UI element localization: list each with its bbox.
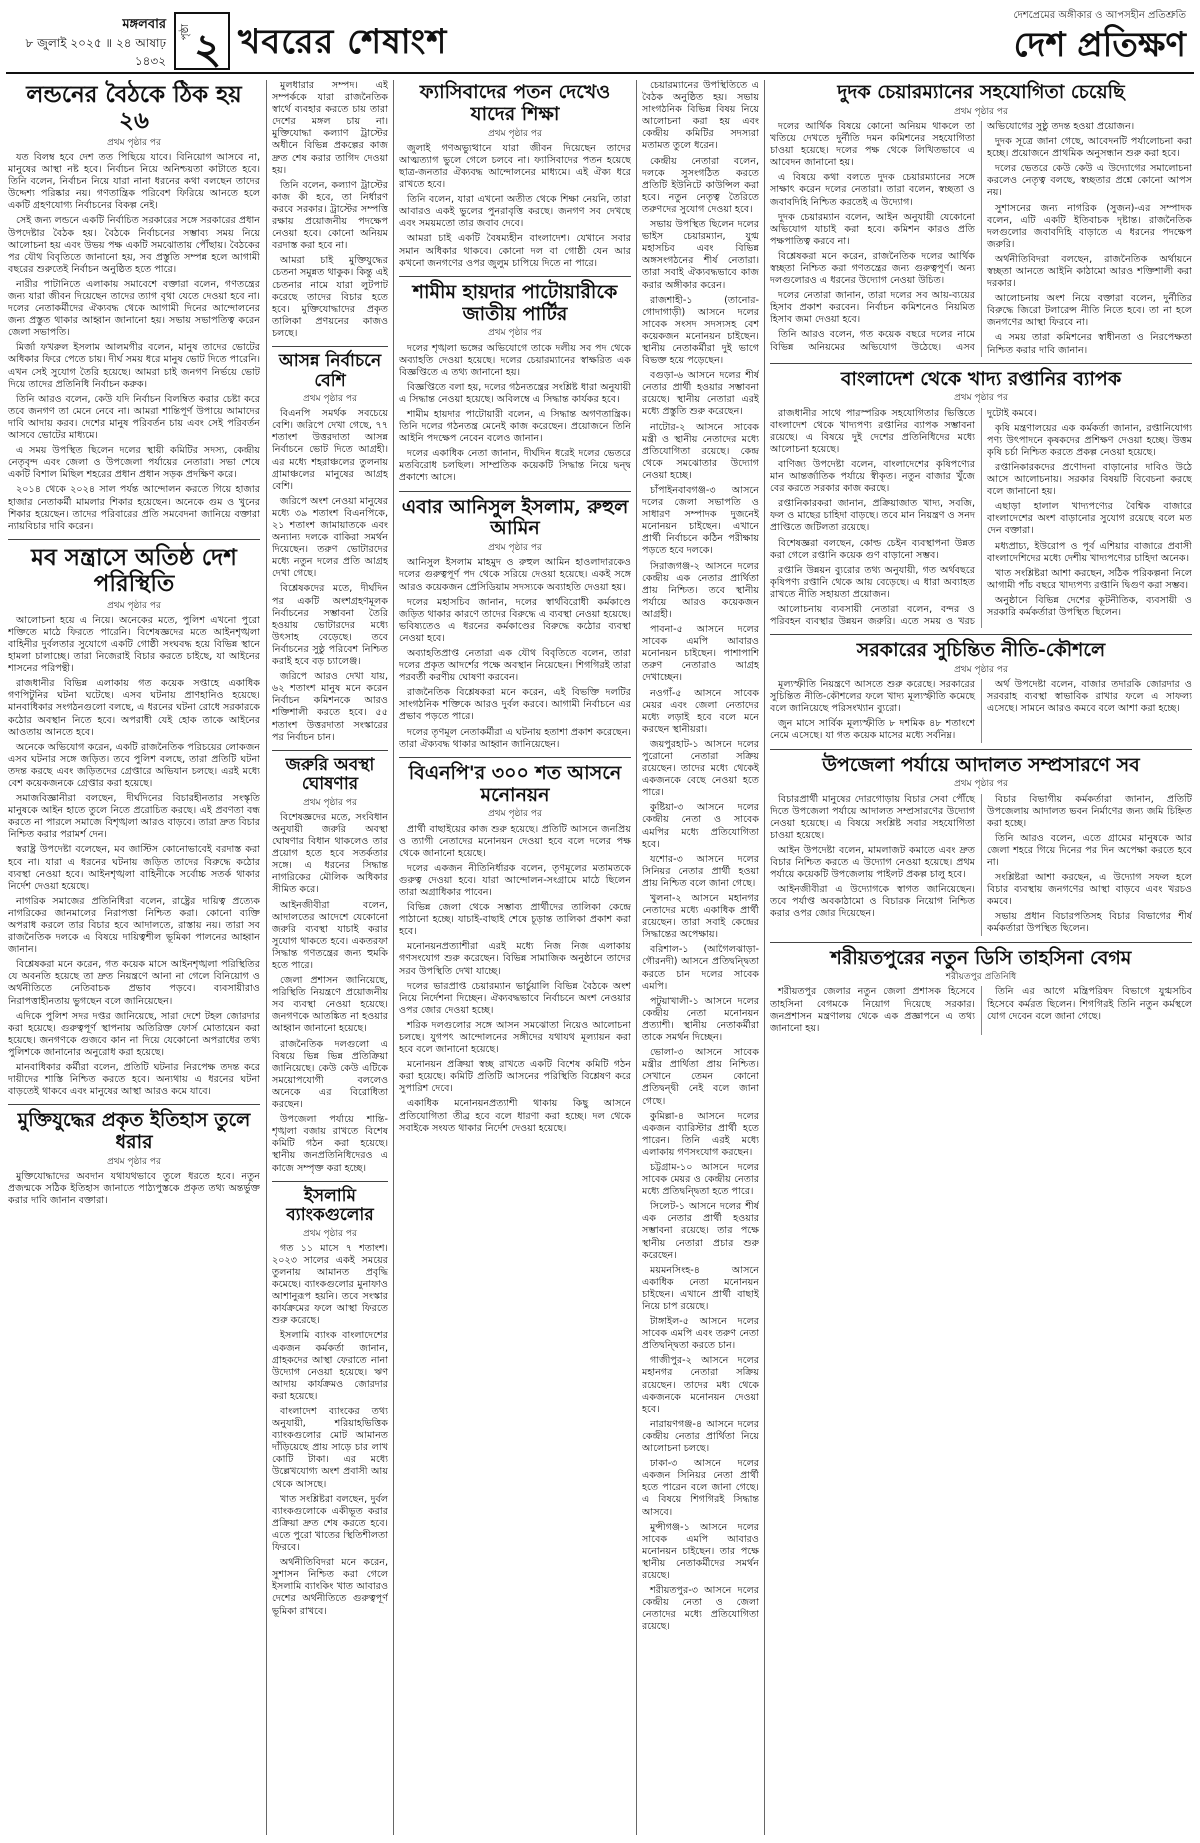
divider — [272, 750, 388, 751]
paragraph: বাংলাদেশ ব্যাংকের তথ্য অনুযায়ী, শরিয়াহভিত্তিক ব্যাংকগুলোর মোট আমানত দাঁড়িয়েছে প্রায় সাড়ে চার লাখ কোটি টাকা। এর মধ্যে উল্লেখযোগ্য অংশ প্রবাসী আয় থেকে আসছে। — [272, 1406, 388, 1490]
byline: প্রথম পৃষ্ঠার পর — [303, 1228, 357, 1239]
paragraph: দলের একজন নীতিনির্ধারক বলেন, তৃণমূলের মতামতকে গুরুত্ব দেওয়া হবে। যারা আন্দোলন-সংগ্রামে মাঠে ছিলেন তারা অগ্রাধিকার পাবেন। — [399, 862, 631, 898]
paragraph: মনোনয়ন প্রক্রিয়া স্বচ্ছ রাখতে একটি বিশেষ কমিটি গঠন করা হয়েছে। কমিটি প্রতিটি আসনের পরিস্থিতি বিশ্লেষণ করে সুপারিশ দেবে। — [399, 1059, 631, 1095]
column-1 — [8, 80, 260, 1835]
paragraph: নাগরিক সমাজের প্রতিনিধিরা বলেন, রাষ্ট্রের দায়িত্ব প্রত্যেক নাগরিকের জানমালের নিরাপত্তা নিশ্চিত করা। কোনো ব্যক্তি অপরাধ করলে তার বিচার হবে আদালতে, রাস্তায় নয়। তারা সব রাজনৈতিক দলকে এ বিষয়ে দায়িত্বশীল ভূমিকা পালনের আহ্বান জানান। — [8, 895, 260, 956]
paragraph: রাজনৈতিক দলগুলো এ বিষয়ে ভিন্ন ভিন্ন প্রতিক্রিয়া জানিয়েছে। কেউ কেউ এটিকে সময়োপযোগী বললেও অনেকে এর বিরোধিতা করছেন। — [272, 1038, 388, 1111]
paragraph: রাজনৈতিক বিশ্লেষকরা মনে করেন, এই বিভক্তি দলটির সাংগঠনিক শক্তিকে আরও দুর্বল করবে। আগামী নির্বাচনে এর প্রভাব পড়তে পারে। — [399, 687, 631, 723]
article-body — [770, 121, 1192, 357]
paragraph: আমরা চাই একটি বৈষম্যহীন বাংলাদেশ। যেখানে সবার সমান অধিকার থাকবে। কোনো দল বা গোষ্ঠী যেন আর কখনো জনগণের ওপর জুলুম চাপিয়ে দিতে না পারে। — [399, 233, 631, 269]
paragraph: আইনজীবীরা বলেন, আদালতের আদেশে যেকোনো জরুরি ব্যবস্থা যাচাই করার সুযোগ থাকতে হবে। একতরফা সিদ্ধান্ত গণতন্ত্রের জন্য হুমকি হতে পারে। — [272, 899, 388, 971]
article-col4-continuation — [642, 80, 759, 1633]
byline: প্রথম পৃষ্ঠার পর — [488, 809, 542, 820]
byline: প্রথম পৃষ্ঠার পর — [303, 394, 357, 405]
paragraph: আলোচনা হয়ে এ নিয়ে। অনেকের মতে, পুলিশ এখনো পুরো শক্তিতে মাঠে ফিরতে পারেনি। বিশেষজ্ঞদের মতে আইনশৃঙ্খলা বাহিনীর দুর্বলতার সুযোগে একটি গোষ্ঠী সংঘবদ্ধ হয়ে বিভিন্ন স্থানে হামলা চালাচ্ছে। তারা নিজেরাই বিচার করতে চাইছে, যা আইনের শাসনের পরিপন্থী। — [8, 614, 260, 675]
divider — [272, 346, 388, 347]
paragraph: রাজশাহী-১ (তানোর-গোদাগাড়ী) আসনে দলের সাবেক সংসদ সদস্যসহ বেশ কয়েকজন মনোনয়ন চাইছেন। স্থানীয় নেতাকর্মীরা দুই ভাগে বিভক্ত হয়ে পড়েছেন। — [642, 294, 759, 367]
article-islami-bank — [272, 1187, 388, 1618]
headline: এবার আনিসুল ইসলাম, রুহুল আমিন — [401, 495, 629, 540]
paragraph: দলের ভেতরে কেউ কেউ এ উদ্যোগের সমালোচনা করলেও নেতৃত্ব বলছে, স্বচ্ছতার প্রশ্নে কোনো আপস নয়। — [987, 163, 1192, 199]
paragraph: চট্টগ্রাম-১০ আসনে দলের সাবেক মেয়র ও কেন্দ্রীয় নেতার মধ্যে প্রতিদ্বন্দ্বিতা হতে পারে। — [642, 1161, 759, 1198]
paragraph: নারায়ণগঞ্জ-৪ আসনে দলের কেন্দ্রীয় নেতার প্রার্থিতা নিয়ে আলোচনা চলছে। — [642, 1418, 759, 1455]
paragraph: এ বিষয়ে কথা বলতে দুদক চেয়ারম্যানের সঙ্গে সাক্ষাৎ করেন দলের নেতারা। তারা বলেন, স্বচ্ছতা ও জবাবদিহি নিশ্চিত করতেই এ উদ্যোগ। — [770, 172, 975, 208]
paragraph: রাজধানীর বিভিন্ন এলাকায় গত কয়েক সপ্তাহে একাধিক গণপিটুনির ঘটনা ঘটেছে। এসব ঘটনায় প্রাণহানিও হয়েছে। মানবাধিকার সংগঠনগুলো বলছে, এ ধরনের ঘটনা রোধে সরকারকে কঠোর অবস্থান নিতে হবে। অপরাধী যেই হোক তাকে আইনের আওতায় আনতে হবে। — [8, 678, 260, 738]
paragraph: তিনি আরও বলেন, এতে গ্রামের মানুষকে আর জেলা শহরে গিয়ে দিনের পর দিন অপেক্ষা করতে হবে না। — [987, 832, 1192, 868]
paragraph: মনোনয়নপ্রত্যাশীরা এরই মধ্যে নিজ নিজ এলাকায় গণসংযোগ শুরু করেছেন। বিভিন্ন সামাজিক অনুষ্ঠানে তাদের সরব উপস্থিতি দেখা যাচ্ছে। — [399, 941, 631, 977]
headline: দুদক চেয়ারম্যানের সহযোগিতা চেয়েছি — [837, 81, 1125, 103]
article-mujib — [272, 80, 388, 340]
paragraph: দলের তৃণমূল নেতাকর্মীরা এ ঘটনায় হতাশা প্রকাশ করেছেন। তারা ঐক্যবদ্ধ থাকার আহ্বান জানিয়েছেন। — [399, 726, 631, 750]
paragraph: কুমিল্লা-৪ আসনে দলের একজন ব্যারিস্টার প্রার্থী হতে পারেন। তিনি এরই মধ্যে এলাকায় গণসংযোগ করছেন। — [642, 1110, 759, 1158]
divider — [8, 1104, 260, 1105]
paragraph: বরিশাল-১ (আগৈলঝাড়া-গৌরনদী) আসনে প্রতিদ্বন্দ্বিতা করতে চান দলের সাবেক এমপি। — [642, 944, 759, 992]
paragraph: তিনি বলেন, যারা এখনো অতীত থেকে শিক্ষা নেয়নি, তারা আবারও একই ভুলের পুনরাবৃত্তি করছে। জনগণ সব দেখছে এবং সময়মতো তার জবাব দেবে। — [399, 194, 631, 230]
paragraph: রপ্তানিকারকদের প্রণোদনা বাড়ানোর দাবিও উঠে আসে আলোচনায়। সরকার বিষয়টি বিবেচনা করছে বলে জানানো হয়। — [987, 461, 1192, 498]
paragraph: দলের মহাসচিব জানান, দলের স্বার্থবিরোধী কর্মকাণ্ডে জড়িত থাকার কারণে তাদের বিরুদ্ধে এ ব্যবস্থা নেওয়া হয়েছে। ভবিষ্যতেও এ ধরনের কর্মকাণ্ডের বিরুদ্ধে কঠোর ব্যবস্থা নেওয়া হবে। — [399, 596, 631, 644]
column-rule — [393, 80, 394, 1835]
byline: প্রথম পৃষ্ঠার পর — [107, 1157, 161, 1167]
paragraph: পটুয়াখালী-১ আসনে দলের কেন্দ্রীয় নেতা মনোনয়ন প্রত্যাশী। স্থানীয় নেতাকর্মীরা তাকে সমর্থন দিচ্ছেন। — [642, 995, 759, 1044]
paragraph: দুদক সূত্রে জানা গেছে, আবেদনটি পর্যালোচনা করা হচ্ছে। প্রয়োজনে প্রাথমিক অনুসন্ধান শুরু করা হবে। — [987, 136, 1192, 160]
article-anisul — [399, 497, 631, 751]
paragraph: ভোলা-৩ আসনে সাবেক মন্ত্রীর প্রার্থিতা প্রায় নিশ্চিত। সেখানে তেমন কোনো প্রতিদ্বন্দ্বী নেই বলে জানা গেছে। — [642, 1047, 759, 1107]
paragraph: বিজ্ঞপ্তিতে বলা হয়, দলের গঠনতন্ত্রের সংশ্লিষ্ট ধারা অনুযায়ী এ সিদ্ধান্ত নেওয়া হয়েছে। অবিলম্বে এ সিদ্ধান্ত কার্যকর হবে। — [399, 381, 631, 405]
article-london — [8, 82, 260, 533]
article-liberation — [8, 1110, 260, 1207]
paragraph: শরীয়তপুর জেলার নতুন জেলা প্রশাসক হিসেবে তাহসিনা বেগমকে নিয়োগ দিয়েছে সরকার। জনপ্রশাসন মন্ত্রণালয় থেকে এক প্রজ্ঞাপনে এ তথ্য জানানো হয়। — [770, 986, 975, 1034]
paragraph: জেলা প্রশাসন জানিয়েছে, পরিস্থিতি নিয়ন্ত্রণে প্রয়োজনীয় সব ব্যবস্থা নেওয়া হয়েছে। জনগণকে আতঙ্কিত না হওয়ার আহ্বান জানানো হয়েছে। — [272, 975, 388, 1035]
article-body — [770, 679, 1192, 742]
newspaper-page — [6, 0, 1194, 1843]
paragraph: শরীয়তপুর-৩ আসনে দলের কেন্দ্রীয় নেতা ও জেলা নেতাদের মধ্যে প্রতিযোগিতা রয়েছে। — [642, 1585, 759, 1633]
paragraph: সংশ্লিষ্টরা আশা করছেন, এ উদ্যোগ সফল হলে বিচার ব্যবস্থায় জনগণের আস্থা বাড়বে এবং খরচও কমবে। — [987, 872, 1192, 908]
paragraph: আলোচনায় ব্যবসায়ী নেতারা বলেন, বন্দর ও পরিবহন ব্যবস্থার উন্নয়ন জরুরি। এতে সময় ও খরচ দুটোই কমবে। — [770, 407, 1037, 628]
article-mob — [8, 545, 260, 1099]
brand-block — [1013, 8, 1186, 65]
paragraph: বিশ্লেষকরা মনে করেন, রাজনৈতিক দলের আর্থিক স্বচ্ছতা নিশ্চিত করা গণতন্ত্রের জন্য গুরুত্বপূর্ণ। অন্য দলগুলোরও এ ধরনের উদ্যোগ নেওয়া উচিত। — [770, 250, 975, 287]
paragraph: মুক্তিযোদ্ধাদের অবদান যথাযথভাবে তুলে ধরতে হবে। নতুন প্রজন্মকে সঠিক ইতিহাস জানাতে পাঠ্যপুস্তকে প্রকৃত তথ্য অন্তর্ভুক্ত করার দাবি জানান বক্তারা। — [8, 1171, 260, 1207]
paragraph: মুলধারার সম্পদ। এই সম্পর্ককে যারা রাজনৈতিক স্বার্থে ব্যবহার করতে চায় তারা দেশের মঙ্গল চায় না। মুক্তিযোদ্ধা কল্যাণ ট্রাস্টের অধীনে বিভিন্ন প্রকল্পের কাজ দ্রুত শেষ করার তাগিদ দেওয়া হয়। — [272, 80, 388, 176]
brand-logo: দেশ প্রতিক্ষণ — [1013, 25, 1186, 65]
paragraph: তিনি বলেন, কল্যাণ ট্রাস্টের কাজ কী হবে, তা নির্ধারণ করবে সরকার। ট্রাস্টের সম্পত্তি রক্ষায় প্রয়োজনীয় পদক্ষেপ নেওয়া হবে। কোনো অনিয়ম বরদাস্ত করা হবে না। — [272, 179, 388, 252]
paragraph: মধ্যপ্রাচ্য, ইউরোপ ও পূর্ব এশিয়ার বাজারে প্রবাসী বাংলাদেশিদের মধ্যে দেশীয় খাদ্যপণ্যের চাহিদা অনেক। — [987, 540, 1192, 564]
divider — [399, 491, 631, 492]
paragraph: খুলনা-২ আসনে মহানগর নেতাদের মধ্যে একাধিক প্রার্থী রয়েছেন। তারা সবাই কেন্দ্রের সিদ্ধান্তের অপেক্ষায়। — [642, 893, 759, 941]
paragraph: খাত সংশ্লিষ্টরা বলছেন, দুর্বল ব্যাংকগুলোকে একীভূত করার প্রক্রিয়া দ্রুত শেষ করতে হবে। এতে পুরো খাতের স্থিতিশীলতা ফিরবে। — [272, 1493, 388, 1554]
paragraph: চেয়ারম্যানের উপস্থিতিতে এ বৈঠক অনুষ্ঠিত হয়। সভায় সাংগঠনিক বিভিন্ন বিষয় নিয়ে আলোচনা করা হয় এবং কেন্দ্রীয় কমিটির সদস্যরা মতামত তুলে ধরেন। — [642, 80, 759, 152]
paragraph: কুষ্টিয়া-৩ আসনে দলের কেন্দ্রীয় নেতা ও সাবেক এমপির মধ্যে প্রতিযোগিতা হবে। — [642, 802, 759, 850]
paragraph: ঢাকা-৩ আসনে দলের একজন সিনিয়র নেতা প্রার্থী হতে পারেন বলে জানা গেছে। এ বিষয়ে শিগগিরই সিদ্ধান্ত আসবে। — [642, 1458, 759, 1518]
issue-day: মঙ্গলবার — [122, 17, 166, 32]
paragraph: নওগাঁ-৫ আসনে সাবেক মেয়র এবং জেলা নেতাদের মধ্যে লড়াই হবে বলে মনে করছেন স্থানীয়রা। — [642, 687, 759, 735]
paragraph: জরিপে আরও দেখা যায়, ৬২ শতাংশ মানুষ মনে করেন নির্বাচন কমিশনকে আরও শক্তিশালী করতে হবে। ৫৫ শতাংশ উত্তরদাতা সংস্কারের পর নির্বাচন চান। — [272, 671, 388, 743]
paragraph: দলের ভারপ্রাপ্ত চেয়ারম্যান ভার্চুয়ালি বিভিন্ন বৈঠকে অংশ নিয়ে নির্দেশনা দিচ্ছেন। ঐক্যবদ্ধভাবে নির্বাচনে অংশ নেওয়ার ওপর জোর দেওয়া হচ্ছে। — [399, 980, 631, 1016]
article-emergency — [272, 756, 388, 1175]
paragraph: আলোচনায় অংশ নিয়ে বক্তারা বলেন, দুর্নীতির বিরুদ্ধে জিরো টলারেন্স নীতি নিতে হবে। তা না হলে জনগণের আস্থা ফিরবে না। — [987, 293, 1192, 329]
paragraph: জুন মাসে সার্বিক মূল্যস্ফীতি ৮ দশমিক ৪৮ শতাংশে নেমে এসেছে। যা গত কয়েক মাসের মধ্যে সর্বনিম্ন। — [770, 718, 975, 742]
page-number-box — [174, 12, 230, 73]
paragraph: মূল্যস্ফীতি নিয়ন্ত্রণে আসতে শুরু করেছে। সরকারের সুচিন্তিত নীতি-কৌশলের ফলে খাদ্য মূল্যস্ফীতি কমেছে বলে জানিয়েছে পরিসংখ্যান ব্যুরো। — [770, 679, 975, 715]
headline: সরকারের সুচিন্তিত নীতি-কৌশলে — [856, 639, 1106, 662]
paragraph: সিলেট-১ আসনে দলের শীর্ষ এক নেতার প্রার্থী হওয়ার সম্ভাবনা রয়েছে। তার পক্ষে স্থানীয় নেতারা প্রচার শুরু করেছেন। — [642, 1201, 759, 1261]
paragraph: বিশ্লেষকরা মনে করেন, গত কয়েক মাসে আইনশৃঙ্খলা পরিস্থিতির যে অবনতি হয়েছে তা দ্রুত নিয়ন্ত্রণে আনা না গেলে বিনিয়োগ ও অর্থনীতিতে নেতিবাচক প্রভাব পড়বে। ব্যবসায়ীরাও নিরাপত্তাহীনতায় ভুগছেন বলে জানিয়েছেন। — [8, 959, 260, 1007]
paragraph: এছাড়া হালাল খাদ্যপণ্যের বৈশ্বিক বাজারে বাংলাদেশের অংশ বাড়ানোর সুযোগ রয়েছে বলে মত দেন বক্তারা। — [987, 501, 1192, 537]
paragraph: কৃষি মন্ত্রণালয়ের এক কর্মকর্তা জানান, রপ্তানিযোগ্য পণ্য উৎপাদনে কৃষকদের প্রশিক্ষণ দেওয়া হচ্ছে। উত্তম কৃষি চর্চা নিশ্চিত করতে প্রকল্প নেওয়া হয়েছে। — [987, 422, 1192, 458]
column-3 — [399, 80, 631, 1835]
brand-tagline: দেশপ্রেমের অঙ্গীকার ও আপসহীন প্রতিশ্রুতি — [1013, 10, 1186, 21]
paragraph: বগুড়া-৬ আসনে দলের শীর্ষ নেতার প্রার্থী হওয়ার সম্ভাবনা রয়েছে। স্থানীয় নেতারা এরই মধ্যে প্রস্তুতি শুরু করেছেন। — [642, 370, 759, 418]
headline: শরীয়তপুরের নতুন ডিসি তাহসিনা বেগম — [830, 946, 1132, 969]
headline: আসন্ন নির্বাচনে বেশি — [278, 350, 382, 391]
paragraph: দলের একাধিক নেতা জানান, দীর্ঘদিন ধরেই দলের ভেতরে মতবিরোধ চলছিল। সাম্প্রতিক কয়েকটি সিদ্ধান্ত নিয়ে দ্বন্দ্ব প্রকাশ্যে আসে। — [399, 448, 631, 484]
paragraph: যত বিলম্ব হবে দেশ তত পিছিয়ে যাবে। বিনিয়োগ আসবে না, মানুষের আস্থা নষ্ট হবে। নির্বাচন নিয়ে অনিশ্চয়তা কাটাতে হবে। তিনি বলেন, নির্বাচন নিয়ে যারা নানা ধরনের কথা বলছেন তাদের উদ্দেশ্য পরিষ্কার নয়। গণতান্ত্রিক পরিবেশ ফিরিয়ে আনতে হলে একটি গ্রহণযোগ্য নির্বাচনের বিকল্প নেই। — [8, 151, 260, 212]
paragraph: বাণিজ্য উপদেষ্টা বলেন, বাংলাদেশের কৃষিপণ্যের মান আন্তর্জাতিক পর্যায়ে স্বীকৃত। নতুন বাজার খুঁজে বের করতে সরকার কাজ করছে। — [770, 458, 975, 495]
paragraph: বিচার বিভাগীয় কর্মকর্তারা জানান, প্রতিটি উপজেলায় আদালত ভবন নির্মাণের জন্য জমি চিহ্নিত করা হচ্ছে। — [987, 793, 1192, 829]
paragraph: একাধিক মনোনয়নপ্রত্যাশী থাকায় কিছু আসনে প্রতিযোগিতা তীব্র হবে বলে ধারণা করা হচ্ছে। দল থেকে সবাইকে সংযত থাকার নির্দেশ দেওয়া হয়েছে। — [399, 1098, 631, 1134]
article-body — [8, 615, 260, 1099]
article-upazila-court — [770, 755, 1192, 936]
byline: প্রথম পৃষ্ঠার পর — [954, 779, 1008, 790]
column-rule — [266, 80, 267, 1835]
paragraph: দলের শৃঙ্খলা ভঙ্গের অভিযোগে তাকে দলীয় সব পদ থেকে অব্যাহতি দেওয়া হয়েছে। দলের চেয়ারম্যানের স্বাক্ষরিত এক বিজ্ঞপ্তিতে এ তথ্য জানানো হয়। — [399, 342, 631, 378]
paragraph: টাঙ্গাইল-৫ আসনে দলের সাবেক এমপি এবং তরুণ নেতা প্রতিদ্বন্দ্বিতা করতে চান। — [642, 1316, 759, 1352]
paragraph: জরিপে অংশ নেওয়া মানুষের মধ্যে ৩৯ শতাংশ বিএনপিকে, ২১ শতাংশ জামায়াতকে এবং অন্যান্য দলকে বাকিরা সমর্থন দিয়েছেন। তরুণ ভোটারদের মধ্যে নতুন দলের প্রতি আগ্রহ দেখা গেছে। — [272, 495, 388, 580]
paragraph: বিএনপি সমর্থক সবচেয়ে বেশি। জরিপে দেখা গেছে, ৭৭ শতাংশ উত্তরদাতা আসন্ন নির্বাচনে ভোট দিতে আগ্রহী। এর মধ্যে শহরাঞ্চলের তুলনায় গ্রামাঞ্চলের মানুষের আগ্রহ বেশি। — [272, 408, 388, 492]
headline: মুক্তিযুদ্ধের প্রকৃত ইতিহাস তুলে ধরার — [17, 1109, 251, 1154]
paragraph: ২০১৪ থেকে ২০২৪ সাল পর্যন্ত আন্দোলন করতে গিয়ে হাজার হাজার নেতাকর্মী মামলার শিকার হয়েছেন। অনেকে গুম ও খুনের শিকার হয়েছেন। তাদের পরিবারের প্রতি সমবেদনা জানিয়ে বক্তারা ন্যায়বিচার দাবি করেন। — [8, 484, 260, 532]
article-body — [770, 794, 1192, 936]
divider — [8, 539, 260, 540]
paragraph: আইনজীবীরা এ উদ্যোগকে স্বাগত জানিয়েছেন। তবে পর্যাপ্ত অবকাঠামো ও বিচারক নিয়োগ নিশ্চিত করার ওপর জোর দিয়েছেন। — [770, 884, 975, 920]
paragraph: সভায় প্রধান বিচারপতিসহ বিচার বিভাগের শীর্ষ কর্মকর্তারা উপস্থিত ছিলেন। — [987, 911, 1192, 935]
paragraph: সেই জন্য লন্ডনে একটি নির্বাচিত সরকারের সঙ্গে সরকারের প্রধান উপদেষ্টার বৈঠক হয়। বৈঠকে নির্বাচনের সম্ভাব্য সময় নিয়ে আলোচনা হয় এবং উভয় পক্ষ একটি সমঝোতায় পৌঁছায়। বৈঠকের পর যৌথ বিবৃতিতে জানানো হয়, সব প্রস্তুতি সম্পন্ন হলে আগামী বছরের শুরুতেই নির্বাচন অনুষ্ঠিত হতে পারে। — [8, 215, 260, 275]
paragraph: বিভিন্ন জেলা থেকে সম্ভাব্য প্রার্থীদের তালিকা কেন্দ্রে পাঠানো হচ্ছে। যাচাই-বাছাই শেষে চূড়ান্ত তালিকা প্রকাশ করা হবে। — [399, 902, 631, 938]
paragraph: বিশেষজ্ঞদের মতে, সংবিধান অনুযায়ী জরুরি অবস্থা ঘোষণার বিধান থাকলেও তার প্রয়োগ হতে হবে সতর্কতার সঙ্গে। এ ধরনের সিদ্ধান্ত নাগরিকের মৌলিক অধিকার সীমিত করে। — [272, 811, 388, 896]
article-bnp-300 — [399, 763, 631, 1135]
paragraph: শামীম হায়দার পাটোয়ারী বলেন, এ সিদ্ধান্ত অগণতান্ত্রিক। তিনি দলের গঠনতন্ত্র মেনেই কাজ করেছেন। প্রয়োজনে তিনি আইনি পদক্ষেপ নেবেন বলেও জানান। — [399, 408, 631, 445]
divider — [770, 363, 1192, 364]
headline: ইসলামি ব্যাংকগুলোর — [286, 1185, 374, 1226]
article-dudok — [770, 82, 1192, 357]
headline: লন্ডনের বৈঠকে ঠিক হয় ২৬ — [26, 81, 242, 135]
paragraph: তিনি আরও বলেন, গত কয়েক বছরে দলের নামে বিভিন্ন অনিয়মের অভিযোগ উঠেছে। এসব অভিযোগের সুষ্ঠু তদন্ত হওয়া প্রয়োজন। — [770, 120, 1135, 353]
column-2 — [272, 80, 388, 1835]
divider — [770, 634, 1192, 635]
paragraph: কেন্দ্রীয় নেতারা বলেন, দলকে সুসংগঠিত করতে প্রতিটি ইউনিটে কাউন্সিল করা হবে। নতুন নেতৃত্ব তৈরিতে তরুণদের সুযোগ দেওয়া হবে। — [642, 155, 759, 215]
paragraph: আইন উপদেষ্টা বলেন, মামলাজট কমাতে এবং দ্রুত বিচার নিশ্চিত করতে এ উদ্যোগ নেওয়া হয়েছে। প্রথম পর্যায়ে কয়েকটি উপজেলায় পাইলট প্রকল্প চালু হবে। — [770, 844, 975, 881]
divider — [399, 276, 631, 277]
paragraph: মুন্সীগঞ্জ-১ আসনে দলের সাবেক এমপি আবারও মনোনয়ন চাইছেন। তার পক্ষে স্থানীয় নেতাকর্মীদের সমর্থন রয়েছে। — [642, 1521, 759, 1581]
paragraph: সভায় উপস্থিত ছিলেন দলের ভাইস চেয়ারম্যান, যুগ্ম মহাসচিব এবং বিভিন্ন অঙ্গসংগঠনের শীর্ষ নেতারা। তারা সবাই ঐক্যবদ্ধভাবে কাজ করার অঙ্গীকার করেন। — [642, 219, 759, 291]
paragraph: এদিকে পুলিশ সদর দপ্তর জানিয়েছে, সারা দেশে টহল জোরদার করা হয়েছে। গুরুত্বপূর্ণ স্থাপনায় অতিরিক্ত ফোর্স মোতায়েন করা হয়েছে। জনগণকে গুজবে কান না দিয়ে যেকোনো অপরাধের তথ্য পুলিশকে জানানোর অনুরোধ করা হয়েছে। — [8, 1010, 260, 1058]
column-4 — [642, 80, 759, 1835]
paragraph: তিনি আরও বলেন, কেউ যদি নির্বাচন বিলম্বিত করার চেষ্টা করে তবে জনগণ তা মেনে নেবে না। আমরা শান্তিপূর্ণ উপায়ে আমাদের দাবি আদায় করব। দেশের মানুষ পরিবর্তন চায় এবং সেই পরিবর্তন আসবে ভোটের মাধ্যমে। — [8, 393, 260, 442]
paragraph: সুশাসনের জন্য নাগরিক (সুজন)-এর সম্পাদক বলেন, এটি একটি ইতিবাচক দৃষ্টান্ত। রাজনৈতিক দলগুলোর জবাবদিহি বাড়াতে এ ধরনের পদক্ষেপ জরুরি। — [987, 202, 1192, 250]
paragraph: দলের আর্থিক বিষয়ে কোনো অনিয়ম থাকলে তা খতিয়ে দেখতে দুর্নীতি দমন কমিশনের সহযোগিতা চাওয়া হয়েছে। দলের পক্ষ থেকে লিখিতভাবে এ আবেদন জানানো হয়। — [770, 120, 975, 169]
section-title: খবরের শেষাংশ — [238, 22, 448, 62]
headline: বিএনপি'র ৩০০ শত আসনে মনোনয়ন — [408, 761, 622, 806]
paragraph: রপ্তানি উন্নয়ন ব্যুরোর তথ্য অনুযায়ী, গত অর্থবছরে কৃষিপণ্য রপ্তানি থেকে আয় বেড়েছে। এ ধারা অব্যাহত রাখতে নীতি সহায়তা প্রয়োজন। — [770, 564, 975, 600]
byline: প্রথম পৃষ্ঠার পর — [954, 106, 1008, 117]
paragraph: দলের নেতারা জানান, তারা দলের সব আয়-ব্যয়ের হিসাব প্রকাশ করবেন। নির্বাচন কমিশনেও নিয়মিত হিসাব জমা দেওয়া হবে। — [770, 290, 975, 326]
article-body — [770, 408, 1192, 629]
headline: জরুরি অবস্থা ঘোষণার — [285, 754, 375, 795]
page-label: পৃষ্ঠা — [180, 24, 191, 41]
divider — [770, 942, 1192, 943]
article-body — [8, 152, 260, 533]
article-policy — [770, 640, 1192, 742]
byline: প্রথম পৃষ্ঠার পর — [488, 543, 542, 554]
paragraph: এ সময় তারা কমিশনের স্বাধীনতা ও নিরপেক্ষতা নিশ্চিত করার দাবি জানান। — [987, 332, 1192, 356]
paragraph: বিশেষজ্ঞরা বলছেন, কোল্ড চেইন ব্যবস্থাপনা উন্নত করা গেলে রপ্তানি কয়েক গুণ বাড়ানো সম্ভব। — [770, 537, 975, 561]
headline: শামীম হায়দার পাটোয়ারীকে জাতীয় পার্টির — [412, 280, 618, 325]
paragraph: সিরাজগঞ্জ-২ আসনে দলের কেন্দ্রীয় এক নেতার প্রার্থিতা প্রায় নিশ্চিত। তবে স্থানীয় পর্যায়ে আরও কয়েকজন আগ্রহী। — [642, 560, 759, 620]
issue-date-block — [16, 16, 166, 70]
paragraph: এ সময় উপস্থিত ছিলেন দলের স্থায়ী কমিটির সদস্য, কেন্দ্রীয় নেতৃবৃন্দ এবং জেলা ও উপজেলা পর্যায়ের নেতারা। সভা শেষে একটি বিশাল মিছিল শহরের প্রধান প্রধান সড়ক প্রদক্ষিণ করে। — [8, 445, 260, 481]
byline: প্রথম পৃষ্ঠার পর — [954, 393, 1008, 404]
paragraph: পাবনা-৫ আসনে দলের সাবেক এমপি আবারও মনোনয়ন চাইছেন। পাশাপাশি তরুণ নেতারাও আগ্রহ দেখাচ্ছেন। — [642, 624, 759, 684]
paragraph: ময়মনসিংহ-৪ আসনে একাধিক নেতা মনোনয়ন চাইছেন। এখানে প্রার্থী বাছাই নিয়ে চাপ রয়েছে। — [642, 1264, 759, 1312]
paragraph: জুলাই গণঅভ্যুত্থানে যারা জীবন দিয়েছেন তাদের আত্মত্যাগ ভুলে গেলে চলবে না। ফ্যাসিবাদের পতন হয়েছে ছাত্র-জনতার ঐক্যবদ্ধ আন্দোলনের মাধ্যমে। এই ঐক্য ধরে রাখতে হবে। — [399, 142, 631, 191]
column-rule — [764, 80, 765, 1835]
paragraph: অর্থ উপদেষ্টা বলেন, বাজার তদারকি জোরদার ও সরবরাহ ব্যবস্থা স্বাভাবিক রাখার ফলে এ সাফল্য এসেছে। সামনে আরও কমবে বলে আশা করা হচ্ছে। — [987, 679, 1192, 715]
article-shariatpur-dc — [770, 948, 1192, 1035]
paragraph: উপজেলা পর্যায়ে শান্তি-শৃঙ্খলা বজায় রাখতে বিশেষ কমিটি গঠন করা হয়েছে। স্থানীয় জনপ্রতিনিধিদেরও এ কাজে সম্পৃক্ত করা হচ্ছে। — [272, 1114, 388, 1174]
paragraph: সমাজবিজ্ঞানীরা বলছেন, দীর্ঘদিনের বিচারহীনতার সংস্কৃতি মানুষকে আইন হাতে তুলে নিতে প্ররোচিত করছে। এই প্রবণতা বন্ধ করতে না পারলে সমাজে বিশৃঙ্খলা আরও বাড়বে। তারা দ্রুত বিচার নিশ্চিত করার পরামর্শ দেন। — [8, 793, 260, 841]
paragraph: নাটোর-২ আসনে সাবেক মন্ত্রী ও স্থানীয় নেতাদের মধ্যে প্রতিযোগিতা রয়েছে। কেন্দ্র থেকে সমঝোতার উদ্যোগ নেওয়া হচ্ছে। — [642, 421, 759, 481]
headline: উপজেলা পর্যায়ে আদালত সম্প্রসারণে সব — [822, 753, 1140, 776]
paragraph: জয়পুরহাট-১ আসনে দলের পুরোনো নেতারা সক্রিয় রয়েছেন। তাদের মধ্যে থেকেই একজনকে বেছে নেওয়া হতে পারে। — [642, 738, 759, 799]
paragraph: বিচারপ্রার্থী মানুষের দোরগোড়ায় বিচার সেবা পৌঁছে দিতে উপজেলা পর্যায়ে আদালত সম্প্রসারণের উদ্যোগ নেওয়া হয়েছে। এ বিষয়ে সংশ্লিষ্ট সবার সহযোগিতা চাওয়া হয়েছে। — [770, 793, 975, 841]
article-shamim — [399, 282, 631, 485]
paragraph: অব্যাহতিপ্রাপ্ত নেতারা এক যৌথ বিবৃতিতে বলেন, তারা দলের প্রকৃত আদর্শের পক্ষে অবস্থান নিয়েছেন। শিগগিরই তারা পরবর্তী করণীয় ঘোষণা করবেন। — [399, 647, 631, 684]
headline: মব সন্ত্রাসে অতিষ্ঠ দেশ পরিস্থিতি — [31, 543, 237, 598]
byline: প্রথম পৃষ্ঠার পর — [107, 600, 161, 611]
headline: বাংলাদেশ থেকে খাদ্য রপ্তানির ব্যাপক — [840, 367, 1122, 390]
article-food-export — [770, 369, 1192, 629]
paragraph: যশোর-৩ আসনে দলের সিনিয়র নেতার প্রার্থী হওয়া প্রায় নিশ্চিত বলে জানা গেছে। — [642, 853, 759, 889]
byline: প্রথম পৃষ্ঠার পর — [488, 128, 542, 139]
paragraph: প্রার্থী বাছাইয়ের কাজ শুরু হয়েছে। প্রতিটি আসনে জনপ্রিয় ও ত্যাগী নেতাদের মনোনয়ন দেওয়া হবে বলে দলের পক্ষ থেকে জানানো হয়েছে। — [399, 823, 631, 859]
paragraph: খাত সংশ্লিষ্টরা আশা করছেন, সঠিক পরিকল্পনা নিলে আগামী পাঁচ বছরে খাদ্যপণ্য রপ্তানি দ্বিগুণ করা সম্ভব। — [987, 567, 1192, 591]
headline: ফ্যাসিবাদের পতন দেখেও যাদের শিক্ষা — [419, 81, 611, 125]
paragraph: রপ্তানিকারকরা জানান, প্রক্রিয়াজাত খাদ্য, সবজি, ফল ও মাছের চাহিদা বাড়ছে। তবে মান নিয়ন্ত্রণ ও সনদ প্রাপ্তিতে জটিলতা রয়েছে। — [770, 498, 975, 534]
paragraph: অর্থনীতিবিদরা মনে করেন, সুশাসন নিশ্চিত করা গেলে ইসলামি ব্যাংকিং খাত আবারও দেশের অর্থনীতিতে গুরুত্বপূর্ণ ভূমিকা রাখবে। — [272, 1557, 388, 1617]
article-body — [770, 986, 1192, 1034]
right-block — [770, 80, 1192, 1835]
paragraph: চাঁপাইনবাবগঞ্জ-৩ আসনে দলের জেলা সভাপতি ও সাধারণ সম্পাদক দুজনেই মনোনয়ন চাইছেন। এখানে প্রার্থী নির্বাচনে কঠিন পরীক্ষায় পড়তে হবে দলকে। — [642, 485, 759, 557]
paragraph: অর্থনীতিবিদরা বলছেন, রাজনৈতিক অর্থায়নে স্বচ্ছতা আনতে আইনি কাঠামো আরও শক্তিশালী করা দরকার। — [987, 253, 1192, 290]
divider — [272, 1181, 388, 1182]
byline: প্রথম পৃষ্ঠার পর — [107, 137, 161, 148]
byline: প্রথম পৃষ্ঠার পর — [488, 328, 542, 339]
paragraph: গাজীপুর-২ আসনে দলের মহানগর নেতারা সক্রিয় রয়েছেন। তাদের মধ্য থেকে একজনকে মনোনয়ন দেওয়া হবে। — [642, 1355, 759, 1415]
byline: প্রথম পৃষ্ঠার পর — [303, 797, 357, 808]
article-fascism — [399, 82, 631, 270]
paragraph: ইসলামি ব্যাংক বাংলাদেশের একজন কর্মকর্তা জানান, গ্রাহকদের আস্থা ফেরাতে নানা উদ্যোগ নেওয়া হয়েছে। ঋণ আদায় কার্যক্রমও জোরদার করা হয়েছে। — [272, 1330, 388, 1402]
paragraph: নারীর পাটানিতে এলাকায় সমাবেশে বক্তারা বলেন, গণতন্ত্রের জন্য যারা জীবন দিয়েছেন তাদের ত্যাগ বৃথা যেতে দেওয়া হবে না। দলের নেতাকর্মীদের ঐক্যবদ্ধ থেকে আগামী দিনের আন্দোলনের জন্য প্রস্তুত থাকার আহ্বান জানানো হয়। সভায় সভাপতিত্ব করেন জেলা সভাপতি। — [8, 278, 260, 339]
paragraph: রাজধানীর সাথে পারস্পরিক সহযোগিতার ভিত্তিতে বাংলাদেশ থেকে খাদ্যপণ্য রপ্তানির ব্যাপক সম্ভাবনা রয়েছে। এ বিষয়ে দুই দেশের প্রতিনিধিদের মধ্যে আলোচনা হয়েছে। — [770, 407, 975, 455]
page-number: ২ — [194, 24, 222, 73]
paragraph: আমরা চাই মুক্তিযুদ্ধের চেতনা সমুন্নত থাকুক। কিন্তু এই চেতনার নামে যারা লুটপাট করেছে তাদের বিচার হতে হবে। মুক্তিযোদ্ধাদের প্রকৃত তালিকা প্রণয়নের কাজও চলছে। — [272, 255, 388, 339]
divider — [399, 757, 631, 758]
paragraph: শরিক দলগুলোর সঙ্গে আসন সমঝোতা নিয়েও আলোচনা চলছে। যুগপৎ আন্দোলনের সঙ্গীদের যথাযথ মূল্যায়ন করা হবে বলে জানানো হয়েছে। — [399, 1019, 631, 1056]
paragraph: মির্জা ফখরুল ইসলাম আলমগীর বলেন, মানুষ তাদের ভোটের অধিকার ফিরে পেতে চায়। দীর্ঘ সময় ধরে মানুষ ভোট দিতে পারেনি। এখন সেই সুযোগ তৈরি হয়েছে। আমরা চাই জনগণ নির্ভয়ে ভোট দিয়ে তাদের প্রতিনিধি নির্বাচন করুক। — [8, 342, 260, 390]
paragraph: মানবাধিকার কর্মীরা বলেন, প্রতিটি ঘটনার নিরপেক্ষ তদন্ত করে দায়ীদের শাস্তি নিশ্চিত করতে হবে। অন্যথায় এ ধরনের ঘটনা বাড়তেই থাকবে এবং মানুষের আস্থা আরও কমে যাবে। — [8, 1062, 260, 1098]
paragraph: বিশ্লেষকদের মতে, দীর্ঘদিন পর একটি অংশগ্রহণমূলক নির্বাচনের সম্ভাবনা তৈরি হওয়ায় ভোটারদের মধ্যে উৎসাহ বেড়েছে। তবে নির্বাচনের সুষ্ঠু পরিবেশ নিশ্চিত করাই হবে বড় চ্যালেঞ্জ। — [272, 583, 388, 668]
paragraph: অনেকে অভিযোগ করেন, একটি রাজনৈতিক পরিচয়ের লোকজন এসব ঘটনার সঙ্গে জড়িত। তবে পুলিশ বলছে, তারা প্রতিটি ঘটনা তদন্ত করছে এবং জড়িতদের গ্রেপ্তারে অভিযান চলছে। এরই মধ্যে বেশ কয়েকজনকে গ্রেপ্তার করা হয়েছে। — [8, 741, 260, 789]
divider — [770, 749, 1192, 750]
article-elections — [272, 352, 388, 744]
paragraph: দুদক চেয়ারম্যান বলেন, আইন অনুযায়ী যেকোনো অভিযোগ যাচাই করা হবে। কমিশন কারও প্রতি পক্ষপাতিত্ব করবে না। — [770, 211, 975, 247]
column-rule — [636, 80, 637, 1835]
paragraph: আনিসুল ইসলাম মাহমুদ ও রুহুল আমিন হাওলাদারকেও দলের গুরুত্বপূর্ণ পদ থেকে সরিয়ে দেওয়া হয়েছে। একই সঙ্গে আরও কয়েকজন প্রেসিডিয়াম সদস্যকে অব্যাহতি দেওয়া হয়। — [399, 557, 631, 593]
byline: শরীয়তপুর প্রতিনিধি — [945, 972, 1017, 983]
masthead — [6, 6, 1194, 74]
paragraph: গত ১১ মাসে ৭ শতাংশ। ২০২৩ সালের একই সময়ের তুলনায় আমানত প্রবৃদ্ধি কমেছে। ব্যাংকগুলোর মুনাফাও আশানুরূপ হয়নি। তবে সংস্কার কার্যক্রমের ফলে আস্থা ফিরতে শুরু করেছে। — [272, 1242, 388, 1327]
byline: প্রথম পৃষ্ঠার পর — [954, 665, 1008, 675]
paragraph: অনুষ্ঠানে বিভিন্ন দেশের কূটনীতিক, ব্যবসায়ী ও সরকারি কর্মকর্তারা উপস্থিত ছিলেন। — [987, 594, 1192, 618]
paragraph: স্বরাষ্ট্র উপদেষ্টা বলেছেন, মব জাস্টিস কোনোভাবেই বরদাস্ত করা হবে না। যারা এ ধরনের ঘটনায় জড়িত তাদের বিরুদ্ধে কঠোর ব্যবস্থা নেওয়া হবে। আইনশৃঙ্খলা বাহিনীকে সর্বোচ্চ সতর্ক থাকার নির্দেশ দেওয়া হয়েছে। — [8, 844, 260, 892]
issue-date: ৮ জুলাই ২০২৫ ॥ ২৪ আষাঢ় ১৪৩২ — [25, 36, 166, 68]
paragraph: তিনি এর আগে মন্ত্রিপরিষদ বিভাগে যুগ্মসচিব হিসেবে কর্মরত ছিলেন। শিগগিরই তিনি নতুন কর্মস্থলে যোগ দেবেন বলে জানা গেছে। — [987, 986, 1192, 1022]
